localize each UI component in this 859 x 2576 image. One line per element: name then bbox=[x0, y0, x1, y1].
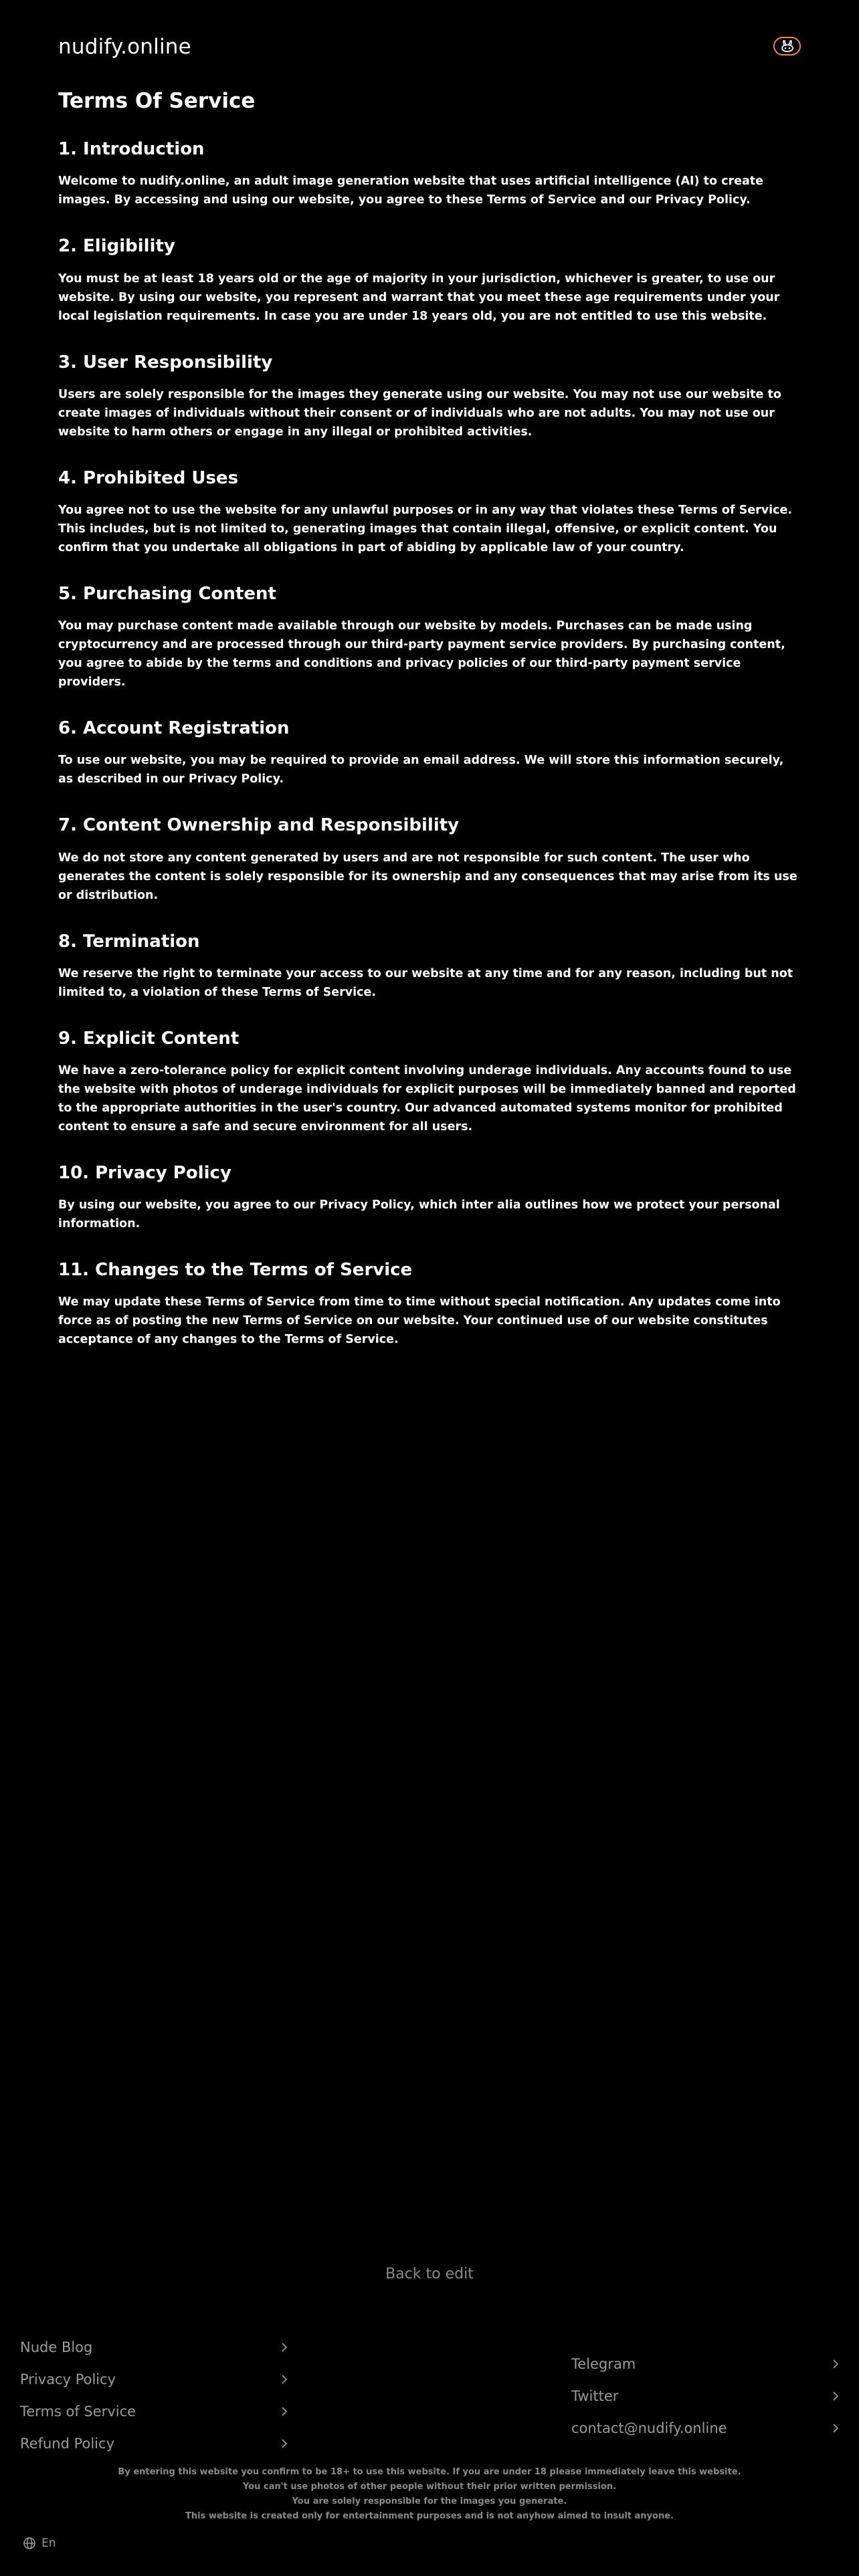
section-body: We may update these Terms of Service from time to time without special notification. Any updates come into force as of posting the new Terms of Service on our website. Your continued use of our website constitutes acceptance of any changes to the Terms of Service. bbox=[58, 1295, 781, 1347]
footer-link-label: Twitter bbox=[571, 2388, 619, 2404]
section-body: You must be at least 18 years old or the age of majority in your jurisdiction, whichever is greater, to use our website. By using our website, you represent and warrant that you meet these age requirements under your local legislation requirements. In case you are under 18 years old, you are not entitled to use this website. bbox=[58, 272, 780, 323]
section-explicit-content bbox=[58, 1029, 801, 1136]
section-body: We have a zero-tolerance policy for explicit content involving underage individuals. Any accounts found to use the website with photos of underage individuals for explicit purposes will be immediately banned and reported to the appropriate authorities in the user's country. Our advanced automated systems monitor for prohibited content to ensure a safe and secure environment for all users. bbox=[58, 1063, 796, 1134]
chevron-right-icon bbox=[281, 2342, 288, 2353]
section-heading: 11. Changes to the Terms of Service bbox=[58, 1260, 413, 1281]
section-body: We do not store any content generated by users and are not responsible for such content. The user who generates the content is solely responsible for its ownership and any consequences that may arise from its use or distribution. bbox=[58, 851, 797, 902]
section-body: We reserve the right to terminate your access to our website at any time and for any reason, including but not limited to, a violation of these Terms of Service. bbox=[58, 966, 793, 999]
back-to-edit-link[interactable]: Back to edit bbox=[385, 2266, 474, 2282]
footer-link-refund-policy[interactable] bbox=[20, 2428, 288, 2460]
globe-icon bbox=[23, 2537, 36, 2550]
chevron-right-icon bbox=[281, 2374, 288, 2385]
section-termination bbox=[58, 932, 801, 1002]
section-body: Welcome to nudify.online, an adult image generation website that uses artificial intelligence (AI) to create images. By accessing and using our website, you agree to these Terms of Service and our Privacy Policy. bbox=[58, 175, 764, 207]
disclaimer-line: You are solely responsible for the images you generate. bbox=[292, 2496, 567, 2506]
footer-link-label: Nude Blog bbox=[20, 2339, 93, 2355]
rabbit-mask-icon bbox=[780, 40, 795, 52]
section-heading: 7. Content Ownership and Responsibility bbox=[58, 815, 460, 836]
footer-nav-left bbox=[20, 2331, 288, 2460]
footer-link-telegram[interactable] bbox=[571, 2348, 839, 2380]
footer-link-label: Refund Policy bbox=[20, 2436, 114, 2452]
section-heading: 1. Introduction bbox=[58, 139, 205, 160]
section-changes-to-terms bbox=[58, 1260, 801, 1349]
site-header bbox=[58, 32, 801, 66]
section-heading: 9. Explicit Content bbox=[58, 1028, 240, 1049]
footer-link-terms-of-service[interactable] bbox=[20, 2395, 288, 2428]
footer-link-nude-blog[interactable] bbox=[20, 2331, 288, 2363]
section-heading: 2. Eligibility bbox=[58, 236, 175, 257]
section-body: You may purchase content made available through our website by models. Purchases can be made using cryptocurrency and are processed through our third-party payment service providers. By purchasing content, you agree to abide by the terms and conditions and privacy policies of our third-party payment service providers. bbox=[58, 619, 785, 689]
section-introduction bbox=[58, 139, 801, 209]
footer-nav-right bbox=[571, 2348, 839, 2444]
section-heading: 5. Purchasing Content bbox=[58, 583, 276, 604]
language-label: En bbox=[41, 2537, 56, 2550]
section-heading: 10. Privacy Policy bbox=[58, 1162, 231, 1183]
section-heading: 8. Termination bbox=[58, 931, 200, 952]
chevron-right-icon bbox=[832, 2423, 839, 2434]
section-body: Users are solely responsible for the images they generate using our website. You may not use our website to create images of individuals without their consent or of individuals who are not adults. You may not use our website to harm others or engage in any illegal or prohibited activities. bbox=[58, 387, 781, 439]
chevron-right-icon bbox=[281, 2438, 288, 2449]
section-body: By using our website, you agree to our Privacy Policy, which inter alia outlines how we protect your personal information. bbox=[58, 1198, 780, 1231]
site-logo[interactable]: nudify.online bbox=[58, 35, 191, 59]
section-heading: 4. Prohibited Uses bbox=[58, 467, 239, 488]
disclaimer-line: By entering this website you confirm to be 18+ to use this website. If you are under 18 please immediately leave this website. bbox=[118, 2467, 741, 2477]
chevron-right-icon bbox=[281, 2406, 288, 2417]
section-purchasing-content bbox=[58, 584, 801, 691]
disclaimer-line: You can't use photos of other people without their prior written permission. bbox=[242, 2482, 617, 2492]
section-user-responsibility bbox=[58, 352, 801, 441]
section-prohibited-uses bbox=[58, 468, 801, 557]
footer-link-label: Terms of Service bbox=[20, 2403, 136, 2420]
section-content-ownership bbox=[58, 815, 801, 904]
footer-link-label: Telegram bbox=[571, 2356, 636, 2372]
chevron-right-icon bbox=[832, 2391, 839, 2401]
page-title: Terms Of Service bbox=[58, 89, 256, 113]
language-selector[interactable] bbox=[23, 2537, 56, 2550]
section-body: You agree not to use the website for any unlawful purposes or in any way that violates these Terms of Service. This includes, but is not limited to, generating images that contain illegal, offensive, or explicit content. You confirm that you undertake all obligations in part of abiding by applicable law of your country. bbox=[58, 503, 793, 554]
section-heading: 3. User Responsibility bbox=[58, 352, 273, 372]
footer-disclaimer bbox=[0, 2465, 859, 2524]
terms-content bbox=[58, 89, 801, 1376]
section-eligibility bbox=[58, 236, 801, 325]
footer-link-label: Privacy Policy bbox=[20, 2371, 116, 2387]
section-body: To use our website, you may be required to provide an email address. We will store this information securely, as described in our Privacy Policy. bbox=[58, 754, 784, 786]
footer-link-twitter[interactable] bbox=[571, 2380, 839, 2412]
disclaimer-line: This website is created only for entertainment purposes and is not anyhow aimed to insult anyone. bbox=[185, 2511, 674, 2521]
chevron-right-icon bbox=[832, 2359, 839, 2369]
footer-link-contact-email[interactable] bbox=[571, 2412, 839, 2444]
footer-link-label: contact@nudify.online bbox=[571, 2420, 727, 2436]
section-account-registration bbox=[58, 718, 801, 788]
section-privacy-policy bbox=[58, 1163, 801, 1233]
section-heading: 6. Account Registration bbox=[58, 718, 290, 739]
footer-link-privacy-policy[interactable] bbox=[20, 2363, 288, 2395]
user-menu-button[interactable] bbox=[773, 37, 801, 56]
